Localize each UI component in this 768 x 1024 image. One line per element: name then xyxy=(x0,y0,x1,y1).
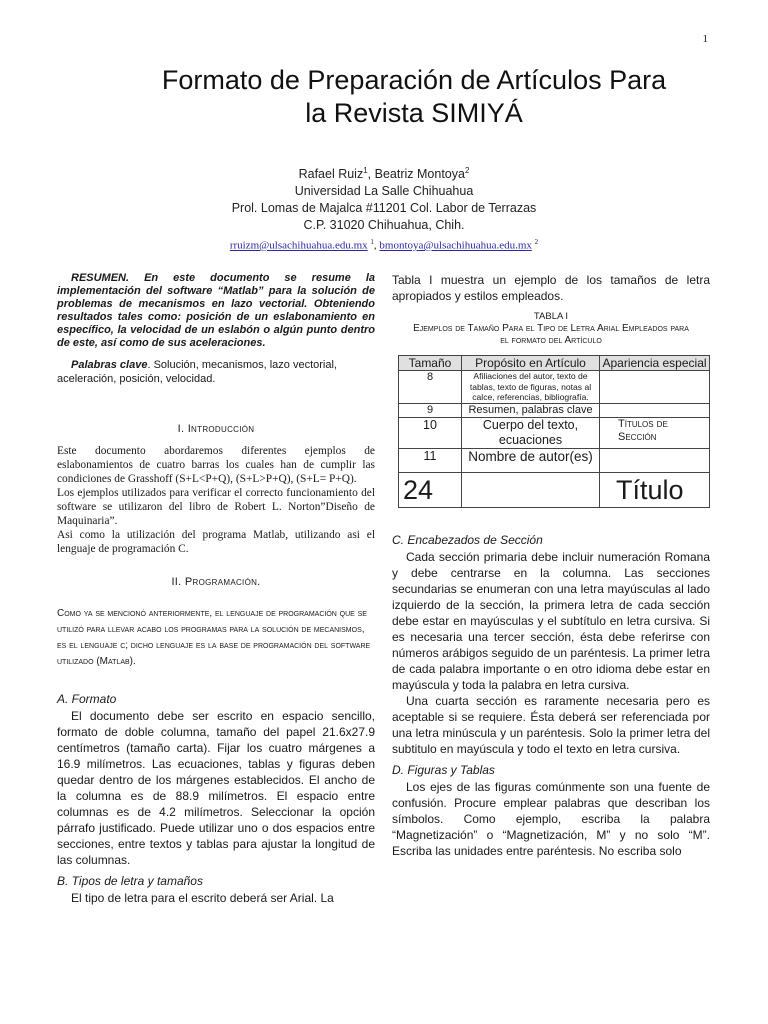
postal-code: C.P. 31020 Chihuahua, Chih. xyxy=(303,218,465,233)
table-cell xyxy=(600,448,710,472)
subsection-a-paragraph: El documento debe ser escrito en espacio sencillo, formato de doble columna, tamaño del papel 21.6x27.9 centímetros (tamaño carta). Fijar los cuatro márgenes a 16.9 milímetros. Las ecuaciones, tablas y figuras deben quedar dentro de los márgenes establecidos. El ancho de la columna es de 88.9 milímetros. El espacio entre columnas es de 4.2 milímetros. Seleccionar la opción párrafo justificado. Puede utilizar uno o dos espacios entre secciones, entre textos y tablas para ajustar la longitud de las columnas. xyxy=(57,709,375,867)
keywords xyxy=(57,359,375,386)
table-cell: Nombre de autor(es) xyxy=(462,448,600,472)
table-caption xyxy=(392,311,710,347)
page-title-line-2: la Revista SIMIYÁ xyxy=(305,98,523,128)
section-2-title: Programación. xyxy=(184,576,261,588)
email-link-2[interactable]: bmontoya@ulsachihuahua.edu.mx xyxy=(379,239,532,252)
intro-paragraph-1: Este documento abordaremos diferentes ejemplos de eslabonamientos de cuatro barras los cuales han de cumplir las condiciones de Grasshoff (S+L<P+Q), (S+L>P+Q), (S+L= P+Q). xyxy=(57,445,375,485)
subsection-c-heading: C. Encabezados de Sección xyxy=(392,532,543,547)
page-title-line-1: Formato de Preparación de Artículos Para xyxy=(161,65,667,95)
subsection-c-paragraph-2: Una cuarta sección es raramente necesaria pero es aceptable si se requiere. Ésta deberá ser referenciada por una letra minúscula y un paréntesis. Solo la primer letra del subtitulo en mayúscula y todo el texto en letra cursiva. xyxy=(392,693,710,756)
table-row xyxy=(399,371,710,404)
table-caption-line-2: el formato del Artículo xyxy=(500,335,602,346)
table-row xyxy=(399,417,710,448)
table-header-cell: Tamaño xyxy=(399,356,462,371)
intro-paragraph-3: Asi como la utilización del programa Matlab, utilizando asi el lenguaje de programación C. xyxy=(57,529,375,555)
table-cell xyxy=(462,472,600,507)
author-block xyxy=(0,162,768,255)
table-cell: Resumen, palabras clave xyxy=(462,403,600,417)
email-2-sup: 2 xyxy=(534,238,539,247)
table-cell: 8 xyxy=(399,371,462,404)
email-1-sup: 1 xyxy=(370,238,374,247)
table-row xyxy=(399,448,710,472)
author-1-sup: 1 xyxy=(363,166,368,175)
section-2-heading xyxy=(57,576,375,588)
section-1-number: I. xyxy=(177,423,188,435)
author-2-name: Beatriz Montoya xyxy=(374,167,465,182)
table-row xyxy=(399,403,710,417)
author-names xyxy=(0,162,768,183)
author-emails xyxy=(0,234,768,255)
keywords-label: Palabras clave xyxy=(71,359,148,371)
table-cell: Título xyxy=(600,472,710,507)
intro-paragraph-2: Los ejemplos utilizados para verificar el correcto funcionamiento del software se utilizaron del libro de Robert L. Norton”Diseño de Maquinaria”. xyxy=(57,487,375,527)
subsection-d-paragraph: Los ejes de las figuras comúnmente son una fuente de confusión. Procure emplear palabras que describan los símbolos. Como ejemplo, escriba la palabra “Magnetización” o “Magnetización, M” y no solo “M”. Escriba las unidades entre paréntesis. No escriba solo xyxy=(392,779,710,858)
left-column xyxy=(57,272,375,906)
right-column xyxy=(392,272,710,859)
table-header-cell: Apariencia especial xyxy=(600,356,710,371)
table-label: TABLA I xyxy=(533,311,569,322)
keywords-text: . Solución, mecanismos, lazo vectorial, aceleración, posición, velocidad. xyxy=(57,359,337,385)
subsection-a-heading: A. Formato xyxy=(57,692,117,706)
table-header-cell: Propósito en Artículo xyxy=(462,356,600,371)
table-cell xyxy=(600,403,710,417)
table-cell: 9 xyxy=(399,403,462,417)
page-number: 1 xyxy=(702,33,708,45)
programming-paragraph: Como ya se mencionó anteriormente, el lenguaje de programación que se utilizó para llevar acabo los programas para la solución de mecanismos, es el lenguaje c; dicho lenguaje es la base de programación del software utilizado (Matlab). xyxy=(57,608,371,667)
email-link-1[interactable]: rruizm@ulsachihuahua.edu.mx xyxy=(229,239,368,252)
author-2-sup: 2 xyxy=(464,166,470,175)
table-cell: 10 xyxy=(399,417,462,448)
subsection-c-paragraph-1: Cada sección primaria debe incluir numeración Romana y debe centrarse en la columna. Las secciones secundarias se enumeran con una letra mayúsculas al lado izquierdo de la sección, la primera letra de cada sección debe estar en mayúsculas y el subtítulo en letra cursiva. Si es necesaria una tercer sección, ésta debe referirse con números arábigos seguido de un paréntesis. La primer letra de cada palabra importante o en otro idioma debe estar en mayúscula y toda la palabra en letra cursiva. xyxy=(392,549,710,692)
subsection-d-heading: D. Figuras y Tablas xyxy=(392,762,495,777)
table-row xyxy=(399,472,710,507)
font-size-table xyxy=(398,355,710,508)
table-intro-paragraph: Tabla I muestra un ejemplo de los tamaños de letra apropiados y estilos empleados. xyxy=(392,273,710,303)
section-1-heading xyxy=(57,423,375,435)
table-cell xyxy=(600,371,710,404)
abstract: RESUMEN. En este documento se resume la implementación del software “Matlab” para la solución de problemas de mecanismos en lazo vectorial. Obteniendo resultados tales como: posición de un eslabonamiento en específico, la velocidad de un eslabón o algún punto dentro de este, así como de sus aceleraciones. xyxy=(57,272,375,349)
table-cell: Cuerpo del texto, ecuaciones xyxy=(462,417,600,448)
institution: Universidad La Salle Chihuahua xyxy=(294,184,474,199)
author-1-name: Rafael Ruiz xyxy=(298,167,364,182)
address: Prol. Lomas de Majalca #11201 Col. Labor de Terrazas xyxy=(231,201,537,216)
section-2-number: II. xyxy=(171,576,185,588)
table-cell: Afiliaciones del autor, texto de tablas, texto de figuras, notas al calce, referencias, bibliografía. xyxy=(462,371,600,404)
subsection-b-heading: B. Tipos de letra y tamaños xyxy=(57,874,203,888)
title-block xyxy=(140,64,688,130)
table-cell: Títulos de Sección xyxy=(600,417,710,448)
author-separator: , xyxy=(367,167,375,182)
subsection-b-paragraph: El tipo de letra para el escrito deberá ser Arial. La xyxy=(71,891,334,905)
table-cell: 24 xyxy=(399,472,462,507)
table-cell: 11 xyxy=(399,448,462,472)
email-separator: , xyxy=(373,239,380,252)
table-header-row xyxy=(399,356,710,371)
table-caption-line-1: Ejemplos de Tamaño Para el Tipo de Letra Arial Empleados para xyxy=(413,323,689,334)
section-1-title: Introducción xyxy=(187,423,255,435)
